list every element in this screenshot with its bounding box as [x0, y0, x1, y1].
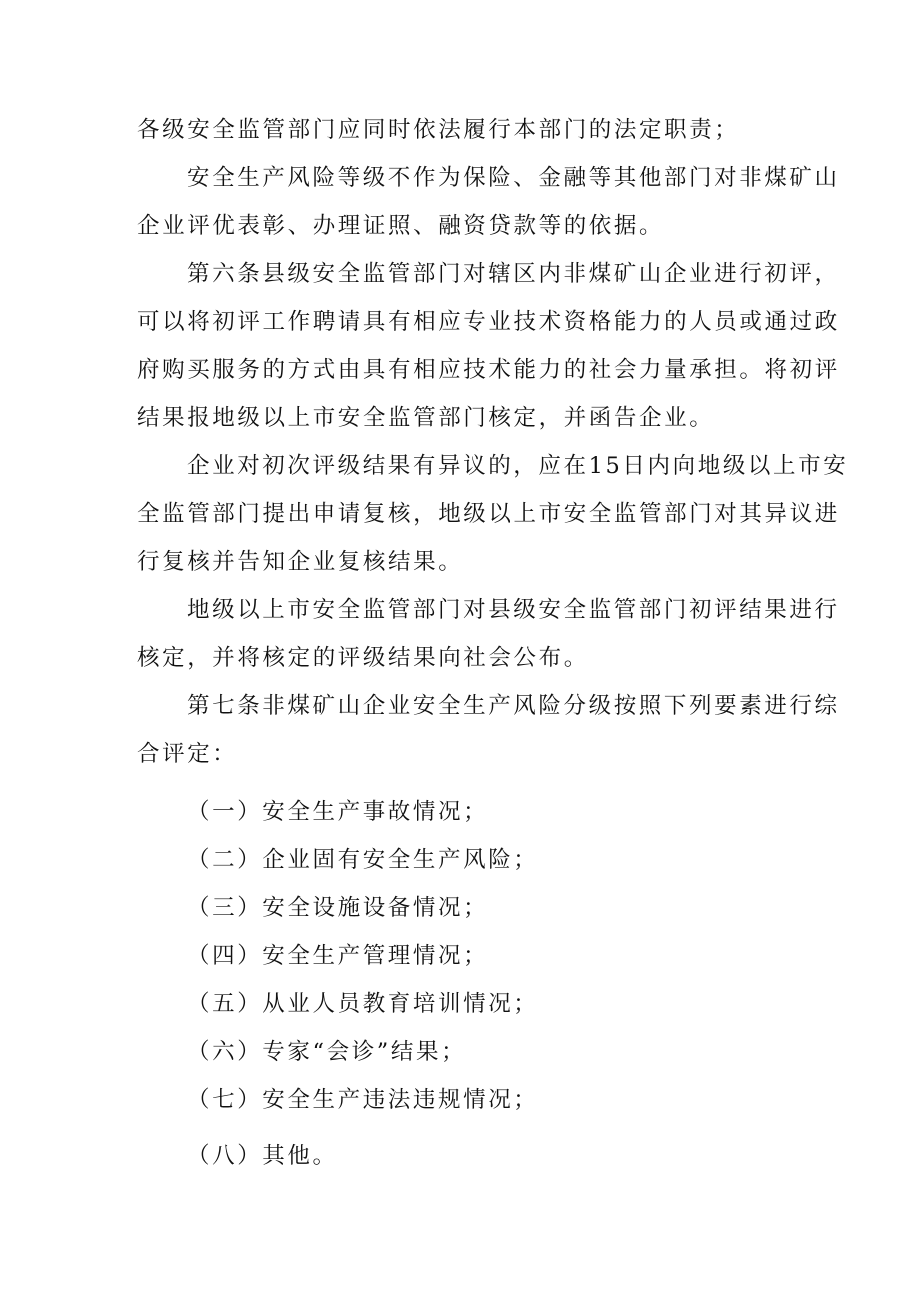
text-line: 可以将初评工作聘请具有相应专业技术资格能力的人员或通过政	[137, 309, 840, 335]
text-line: 府购买服务的方式由具有相应技术能力的社会力量承担。将初评	[137, 357, 840, 383]
text-line: 企业评优表彰、办理证照、融资贷款等的依据。	[137, 213, 665, 239]
text-line: 结果报地级以上市安全监管部门核定，并函告企业。	[137, 405, 715, 431]
text-line: 全监管部门提出申请复核，地级以上市安全监管部门对其异议进	[137, 501, 840, 527]
list-item: （三）安全设施设备情况；	[187, 895, 489, 921]
text-line: 核定，并将核定的评级结果向社会公布。	[137, 645, 589, 671]
text-line: 企业对初次评级结果有异议的，应在15日内向地级以上市安	[187, 453, 849, 479]
text-line: 各级安全监管部门应同时依法履行本部门的法定职责；	[137, 117, 740, 143]
list-item: （七）安全生产违法违规情况；	[187, 1087, 539, 1113]
list-item: （八）其他。	[187, 1143, 338, 1169]
text-line: 安全生产风险等级不作为保险、金融等其他部门对非煤矿山	[187, 165, 840, 191]
list-item: （四）安全生产管理情况；	[187, 943, 489, 969]
list-item: （六）专家“会诊”结果；	[187, 1039, 467, 1065]
text-line: 地级以上市安全监管部门对县级安全监管部门初评结果进行	[187, 597, 840, 623]
list-item: （一）安全生产事故情况；	[187, 799, 489, 825]
text-line: 第七条非煤矿山企业安全生产风险分级按照下列要素进行综	[187, 693, 840, 719]
text-line: 第六条县级安全监管部门对辖区内非煤矿山企业进行初评，	[187, 261, 840, 287]
text-line: 合评定：	[137, 741, 238, 767]
list-item: （二）企业固有安全生产风险；	[187, 847, 539, 873]
list-item: （五）从业人员教育培训情况；	[187, 991, 539, 1017]
text-line: 行复核并告知企业复核结果。	[137, 549, 464, 575]
